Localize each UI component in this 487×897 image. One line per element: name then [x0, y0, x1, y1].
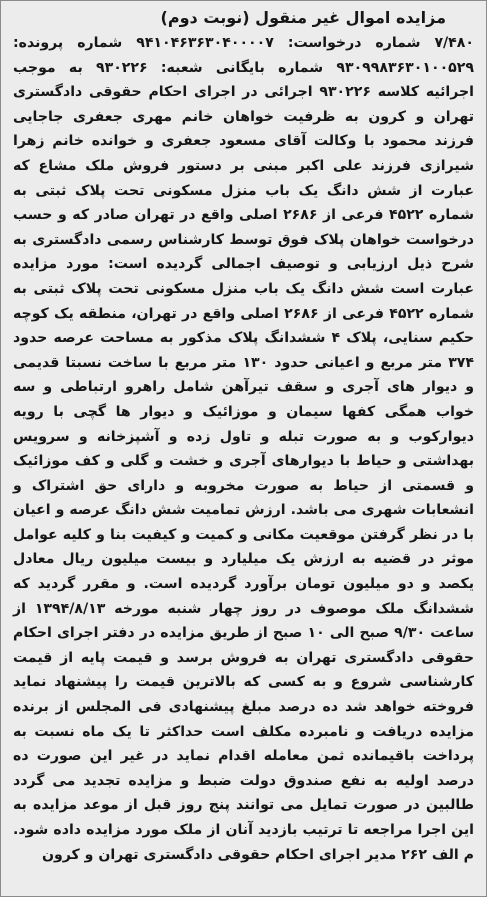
notice-signature: م الف ۲۶۲ مدیر اجرای احکام حقوقی دادگستری تهران و کرون [42, 846, 474, 863]
notice-title: مزایده اموال غیر منقول (نوبت دوم) [160, 8, 446, 27]
notice-body-text: ۷/۴۸۰ شماره درخواست: ۹۴۱۰۴۶۳۶۳۰۴۰۰۰۰۷ شماره پرونده: ۹۳۰۹۹۸۳۶۳۰۱۰۰۵۲۹ شماره بایگانی شعبه: ۹۳۰۲۲۶ به موجب اجرائیه کلاسه ۹۳۰۲۲۶ اجرائی در اجرای احکام حقوقی دادگستری تهران و کرون به ظرفیت خواهان خانم مهری جعفری جاجایی فرزند محمود با وکالت آقای مسعود جعفری و خوانده خانم زهرا شیرازی فرزند علی اکبر مبنی بر دستور فروش ملک مشاع که عبارت از شش دانگ یک باب منزل مسکونی تحت پلاک ثبتی به شماره ۴۵۲۲ فرعی از ۲۶۸۶ اصلی واقع در تهران صادر که و حسب درخواست خواهان پلاک فوق توسط کارشناس رسمی دادگستری به شرح ذیل ارزیابی و توصیف اجمالی گردیده است: مورد مزایده عبارت است شش دانگ یک باب منزل مسکونی تحت پلاک ثبتی به شماره ۴۵۲۲ فرعی از ۲۶۸۶ اصلی واقع در تهران، منطقه یک کوچه حکیم سنایی، پلاک ۴ ششدانگ پلاک مذکور به مساحت عرصه حدود ۳۷۴ متر مربع و اعیانی حدود ۱۳۰ متر مربع با ساخت نسبتا قدیمی و دیوار های آجری و سقف تیرآهن شامل راهرو ارتباطی و سه خواب همگی کفها سیمان و موزائیک و دیوار ها گچی با رویه دیوارکوب و به صورت تبله و تاول زده و آشپزخانه و سرویس بهداشتی و حیاط با دیوارهای آجری و خشت و گلی و کف موزائیک و قسمتی از حیاط به صورت مخروبه و دارای حق اشتراک و انشعابات شهری می باشد. ارزش تمامیت شش دانگ عرصه و اعیان با در نظر گرفتن موقعیت مکانی و کمیت و کیفیت بنا و کلیه عوامل موثر در قضیه به ارزش یک میلیارد و بیست میلیون ریال معادل یکصد و دو میلیون تومان برآورد گردیده است. و مقرر گردید که ششدانگ ملک موصوف در روز چهار شنبه مورخه ۱۳۹۴/۸/۱۳ از ساعت ۹/۳۰ صبح الی ۱۰ صبح از طریق مزایده در دفتر اجرای احکام حقوقی دادگستری تهران به فروش برسد و قیمت پایه از قیمت کارشناسی شروع و به کسی که بالاترین قیمت را پیشنهاد نماید فروخته خواهد شد ده درصد مبلغ پیشنهادی فی المجلس از برنده مزایده دریافت و نامبرده مکلف است حداکثر تا یک ماه نسبت به پرداخت باقیمانده ثمن معامله اقدام نماید در غیر این صورت ده درصد اولیه به نفع صندوق دولت ضبط و مزایده تجدید می گردد طالبین در صورت تمایل می توانند پنج روز قبل از موعد مزایده به این اجرا مراجعه تا ترتیب بازدید آنان از ملک مورد مزایده داده شود. [13, 35, 475, 838]
notice-body [13, 31, 474, 867]
